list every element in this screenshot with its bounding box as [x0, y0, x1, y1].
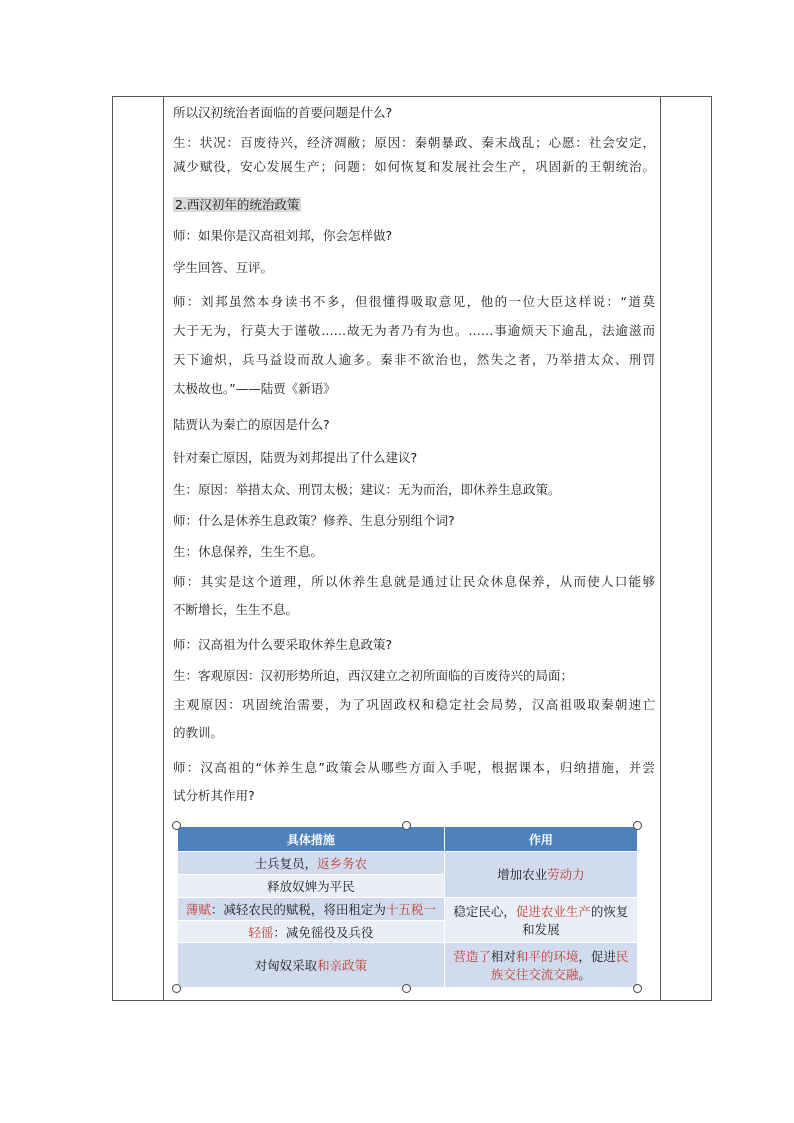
text-line: 试分析其作用? — [173, 788, 255, 803]
text-line: 生：休息保养，生生不息。 — [173, 544, 324, 559]
text-line: 大于无为，行莫大于谨敬……故无为者乃有为也。……事逾烦天下逾乱，法逾滋而 — [173, 323, 655, 338]
column-divider-left — [163, 97, 164, 1000]
text-line: 针对秦亡原因，陆贾为刘邦提出了什么建议? — [173, 450, 418, 465]
text-line: 所以汉初统治者面临的首要问题是什么? — [173, 105, 393, 120]
header-effects: 作用 — [444, 827, 637, 852]
measure-cell: 士兵复员，返乡务农 — [178, 852, 445, 875]
header-measures: 具体措施 — [178, 827, 445, 852]
resize-handle-top-right[interactable] — [633, 821, 642, 830]
text-line: 师：刘邦虽然本身读书不多，但很懂得吸取意见，他的一位大臣这样说：“道莫 — [173, 294, 655, 309]
resize-handle-bottom-right[interactable] — [633, 984, 642, 993]
text-line: 减少赋役，安心发展生产；问题：如何恢复和发展社会生产，巩固新的王朝统治。 — [173, 159, 655, 174]
text-line: 师：其实是这个道理，所以休养生息就是通过让民众休息保养，从而使人口能够 — [173, 574, 655, 589]
measure-cell: 释放奴婢为平民 — [178, 874, 445, 897]
text-line: 太极故也。”——陆贾《新语》 — [173, 381, 336, 396]
effect-cell: 营造了相对和平的环境，促进民族交往交流交融。 — [444, 943, 637, 988]
text-line: 师：汉高祖为什么要采取休养生息政策? — [173, 637, 393, 652]
text-line: 的教训。 — [173, 725, 224, 740]
text-line: 不断增长，生生不息。 — [173, 602, 299, 617]
text-line: 师：什么是休养生息政策？修养、生息分别组个词? — [173, 513, 455, 528]
text-line: 学生回答、互评。 — [173, 260, 274, 275]
measures-effects-table[interactable] — [177, 826, 638, 988]
text-line: 天下逾炽，兵马益设而敌人逾多。秦非不欲治也，然失之者，乃举措太众、刑罚 — [173, 352, 655, 367]
column-divider-right — [660, 97, 661, 1000]
measure-cell: 对匈奴采取和亲政策 — [178, 943, 445, 988]
text-line: 生：原因：举措太众、刑罚太极；建议：无为而治，即休养生息政策。 — [173, 482, 561, 497]
text-line: 师：如果你是汉高祖刘邦，你会怎样做? — [173, 228, 393, 243]
section-heading: 2.西汉初年的统治政策 — [175, 197, 300, 212]
measure-cell: 轻徭：减免徭役及兵役 — [178, 920, 445, 943]
effect-cell: 稳定民心，促进农业生产的恢复和发展 — [444, 897, 637, 943]
text-line: 生：客观原因：汉初形势所迫，西汉建立之初所面临的百废待兴的局面； — [173, 668, 574, 683]
measure-cell: 薄赋：减轻农民的赋税，将田租定为十五税一 — [178, 897, 445, 920]
text-line: 师：汉高祖的“休养生息”政策会从哪些方面入手呢，根据课本，归纳措施，并尝 — [173, 760, 655, 775]
text-line: 生：状况：百废待兴，经济凋敝；原因：秦朝暴政、秦末战乱；心愿：社会安定， — [173, 135, 655, 150]
resize-handle-top-middle[interactable] — [402, 821, 411, 830]
resize-handle-bottom-left[interactable] — [172, 984, 181, 993]
resize-handle-top-left[interactable] — [172, 821, 181, 830]
effect-cell: 增加农业劳动力 — [444, 852, 637, 898]
text-line: 主观原因：巩固统治需要，为了巩固政权和稳定社会局势，汉高祖吸取秦朝速亡 — [173, 697, 655, 712]
resize-handle-bottom-middle[interactable] — [402, 984, 411, 993]
text-line: 陆贾认为秦亡的原因是什么? — [173, 417, 330, 432]
